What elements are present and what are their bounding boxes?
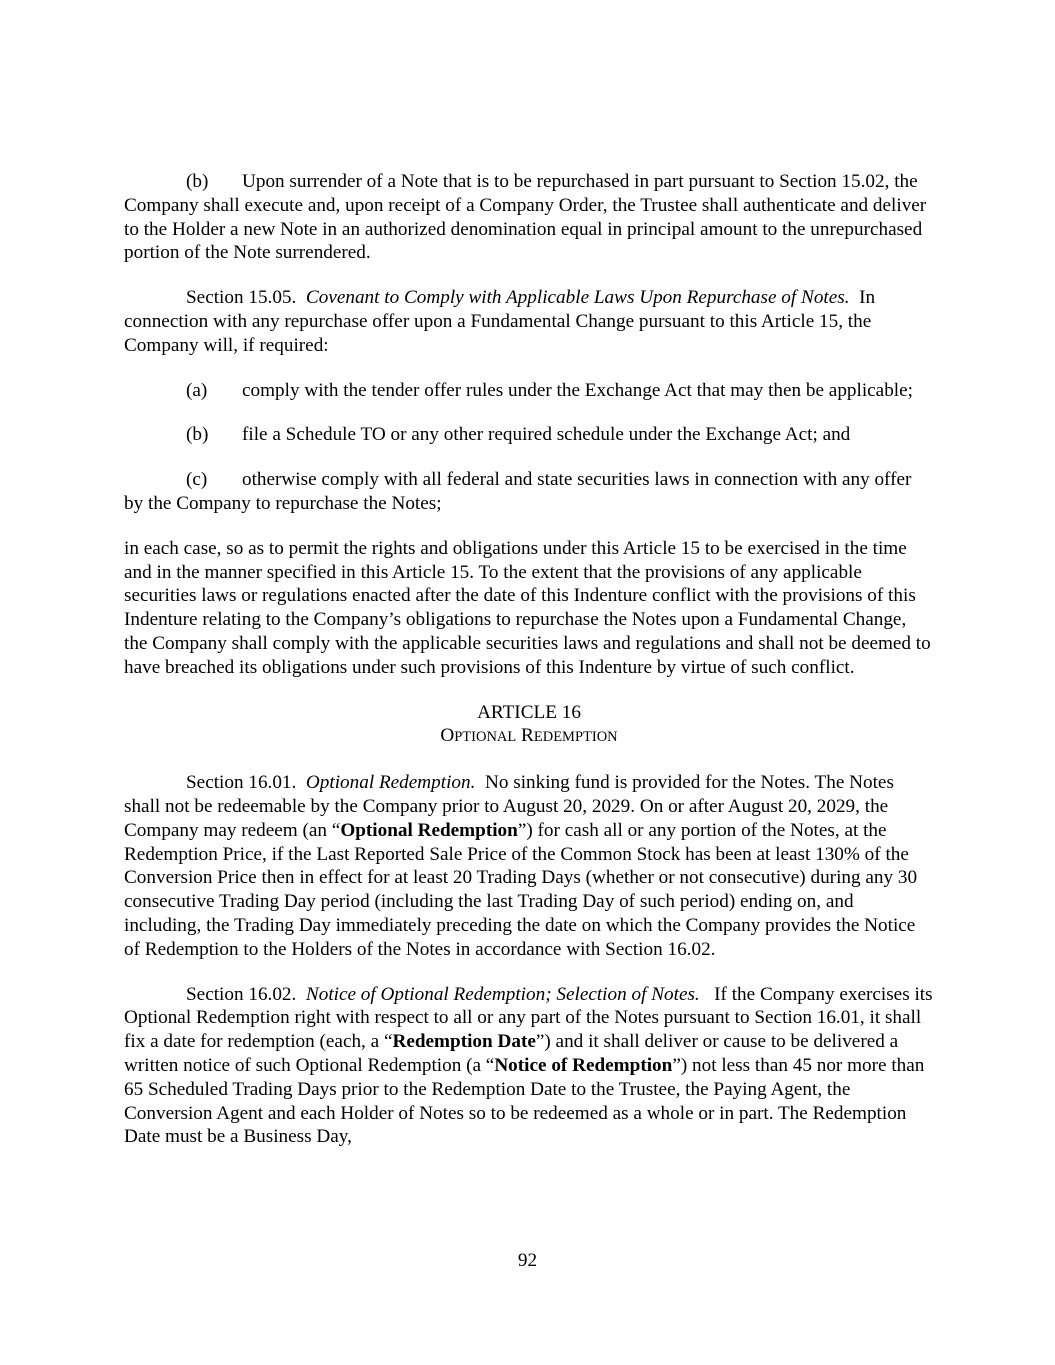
paragraph-each-case: in each case, so as to permit the rights and obligations under this Article 15 to be exercised in the time and in the manner specified in this Article 15. To the extent that the provisions of any applicable securities laws or regulations enacted after the date of this Indenture conflict with the provisions of this Indenture relating to the Company’s obligations to repurchase the Notes upon a Fundamental Change, the Company shall comply with the applicable securities laws and regulations and shall not be deemed to have breached its obligations under such provisions of this Indenture by virtue of such conflict. [124,537,931,678]
section-number: Section 16.02. [186,983,297,1005]
section-number: Section 16.01. [186,772,297,794]
item-text: file a Schedule TO or any other required schedule under the Exchange Act; and [242,424,851,446]
section-16-01: Section 16.01. Optional Redemption. No sinking fund is provided for the Notes. The Notes shall not be redeemable by the Company prior to August 20, 2029. On or after August 20, 2029, the Company may redeem (an “Optional Redemption”) for cash all or any portion of the Notes, at the Redemption Price, if the Last Reported Sale Price of the Common Stock has been at least 130% of the Conversion Price then in effect for at least 20 Trading Days (whether or not consecutive) during any 30 consecutive Trading Day period (including the last Trading Day of such period) ending on, and including, the Trading Day immediately preceding the date on which the Company provides the Notice of Redemption to the Holders of the Notes in accordance with Section 16.02. [124,772,918,960]
list-item-c [124,468,934,516]
section-15-05 [124,286,934,357]
defined-term: Notice of Redemption [494,1054,673,1076]
item-label: (b) [186,424,209,446]
article-heading: ARTICLE 16 [477,701,581,723]
list-item-b [124,423,934,447]
item-label: (c) [186,469,208,491]
article-subheading: OPTIONAL REDEMPTION [440,725,618,747]
section-title: Optional Redemption. [305,772,476,794]
section-title: Covenant to Comply with Applicable Laws Upon Repurchase of Notes. [305,287,850,309]
section-16-02: Section 16.02. Notice of Optional Redemption; Selection of Notes. If the Company exercises its Optional Redemption right with respect to all or any part of the Notes pursuant to Section 16.01, it shall fix a date for redemption (each, a “Redemption Date”) and it shall deliver or cause to be delivered a written notice of such Optional Redemption (a “Notice of Redemption”) not less than 45 nor more than 65 Scheduled Trading Days prior to the Redemption Date to the Trustee, the Paying Agent, the Conversion Agent and each Holder of Notes so to be redeemed as a whole or in part. The Redemption Date must be a Business Day, [124,983,933,1148]
paragraph-text: Upon surrender of a Note that is to be repurchased in part pursuant to Section 15.02, the Company shall execute and, upon receipt of a Company Order, the Trustee shall authenticate and deliver to the Holder a new Note in an authorized denomination equal in principal amount to the unrepurchased portion of the Note surrendered. [124,171,927,264]
page-number: 92 [517,1250,538,1271]
item-label: (b) [186,171,209,192]
defined-term: Redemption Date [392,1031,536,1053]
item-label: (a) [186,379,208,401]
document-body [124,170,934,1170]
section-title: Notice of Optional Redemption; Selection of Notes. [305,983,700,1005]
list-item-a [124,379,934,403]
section-text: In connection with any repurchase offer upon a Fundamental Change pursuant to this Article 15, the Company will, if required: [124,287,876,356]
item-text: otherwise comply with all federal and state securities laws in connection with any offer by the Company to repurchase the Notes; [124,469,912,514]
section-number: Section 15.05. [186,287,297,309]
item-text: comply with the tender offer rules under the Exchange Act that may then be applicable; [242,379,913,401]
paragraph-15-04-b [124,170,934,265]
defined-term: Optional Redemption [340,819,518,841]
